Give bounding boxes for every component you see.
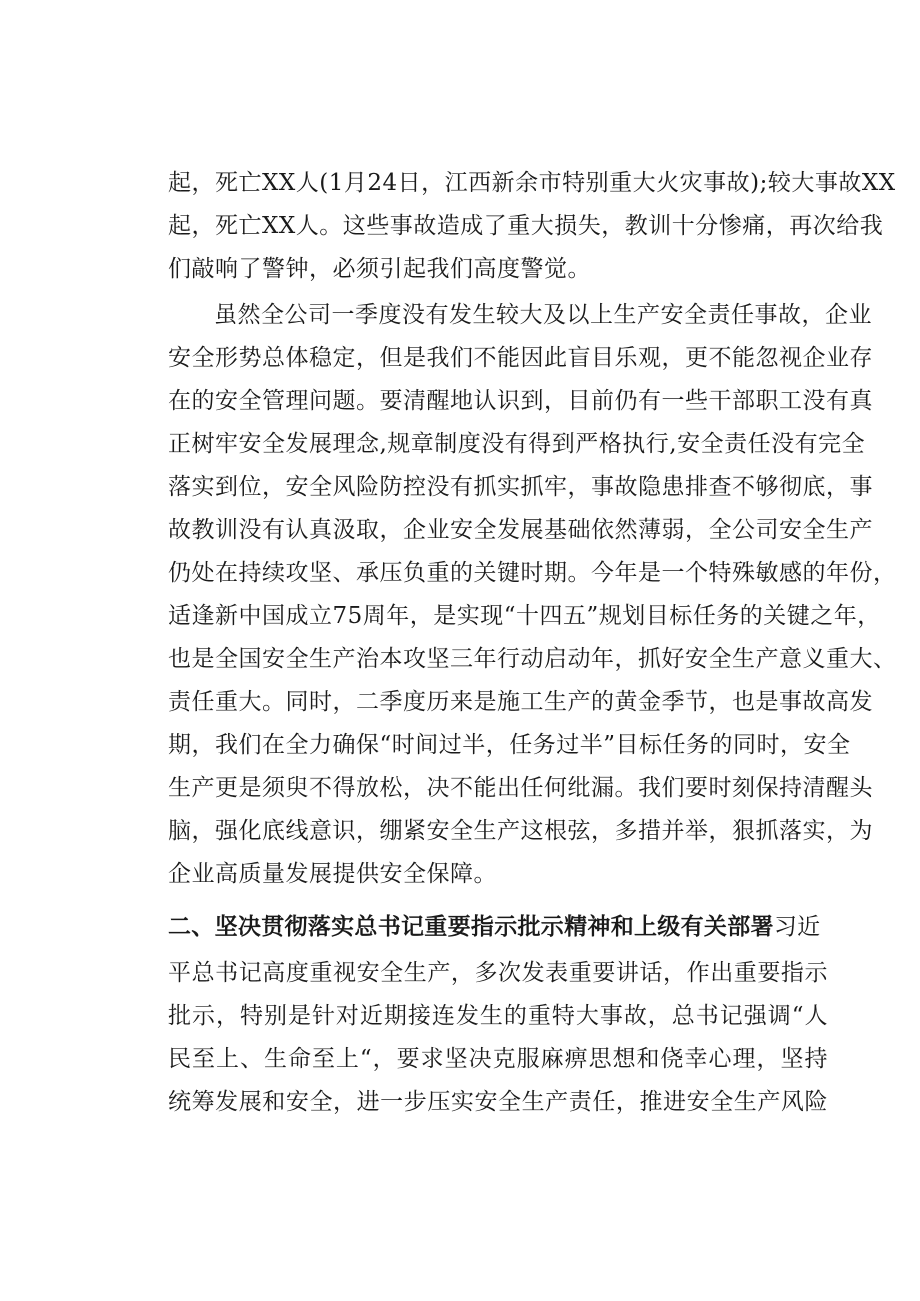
p2-line-1 [168,300,872,330]
p2-line-2: 安全形势总体稳定，但是我们不能因此盲目乐观，更不能忽视企业存 [168,345,873,371]
p2-line-8: 适逢新中国成立75周年，是实现“十四五”规划目标任务的关键之年， [168,603,881,629]
p2-line-11: 期，我们在全力确保“时间过半，任务过半”目标任务的同时，安全 [168,732,851,758]
p2-line-4: 正树牢安全发展理念,规章制度没有得到严格执行,安全责任没有完全 [168,431,866,457]
p3-line-2: 批示，特别是针对近期接连发生的重特大事故，总书记强调“人 [168,1003,828,1029]
section-heading-text: 二、坚决贯彻落实总书记重要指示批示精神和上级有关部署 [168,914,774,940]
section-heading [168,910,828,944]
p1-line-3: 们敲响了警钟，必须引起我们高度警觉。 [168,256,591,282]
p2-line-13: 脑，强化底线意识，绷紧安全生产这根弦，多措并举，狠抓落实，为 [168,818,873,844]
p2-line-7: 仍处在持续攻坚、承压负重的关键时期。今年是一个特殊敏感的年份， [168,560,897,586]
p2-line-3: 在的安全管理问题。要清醒地认识到，目前仍有一些干部职工没有真 [168,388,873,414]
p3-line-1: 平总书记高度重视安全生产，多次发表重要讲话，作出重要指示 [168,960,828,986]
p3-line-3: 民至上、生命至上“，要求坚决克服麻痹思想和侥幸心理，坚持 [168,1046,828,1072]
p2-line-9: 也是全国安全生产治本攻坚三年行动启动年，抓好安全生产意义重大、 [168,646,897,672]
p2-line-1-text: 虽然全公司一季度没有发生较大及以上生产安全责任事故，企业 [214,302,872,328]
section-heading-tail: 习近 [773,914,821,940]
p2-line-14: 企业高质量发展提供安全保障。 [168,861,497,887]
p2-line-12: 生产更是须臾不得放松，决不能出任何纰漏。我们要时刻保持清醒头 [168,775,873,801]
p2-line-5: 落实到位，安全风险防控没有抓实抓牢，事故隐患排查不够彻底，事 [168,474,873,500]
p1-line-1: 起，死亡XX人(1月24日，江西新余市特别重大火灾事故);较大事故XX [168,170,896,196]
p1-line-2: 起，死亡XX人。这些事故造成了重大损失，教训十分惨痛，再次给我 [168,213,884,239]
p2-line-6: 故教训没有认真汲取，企业安全发展基础依然薄弱，全公司安全生产 [168,517,873,543]
p2-line-10: 责任重大。同时，二季度历来是施工生产的黄金季节，也是事故高发 [168,689,873,715]
p3-line-4: 统筹发展和安全，进一步压实安全生产责任，推进安全生产风险 [168,1089,828,1115]
